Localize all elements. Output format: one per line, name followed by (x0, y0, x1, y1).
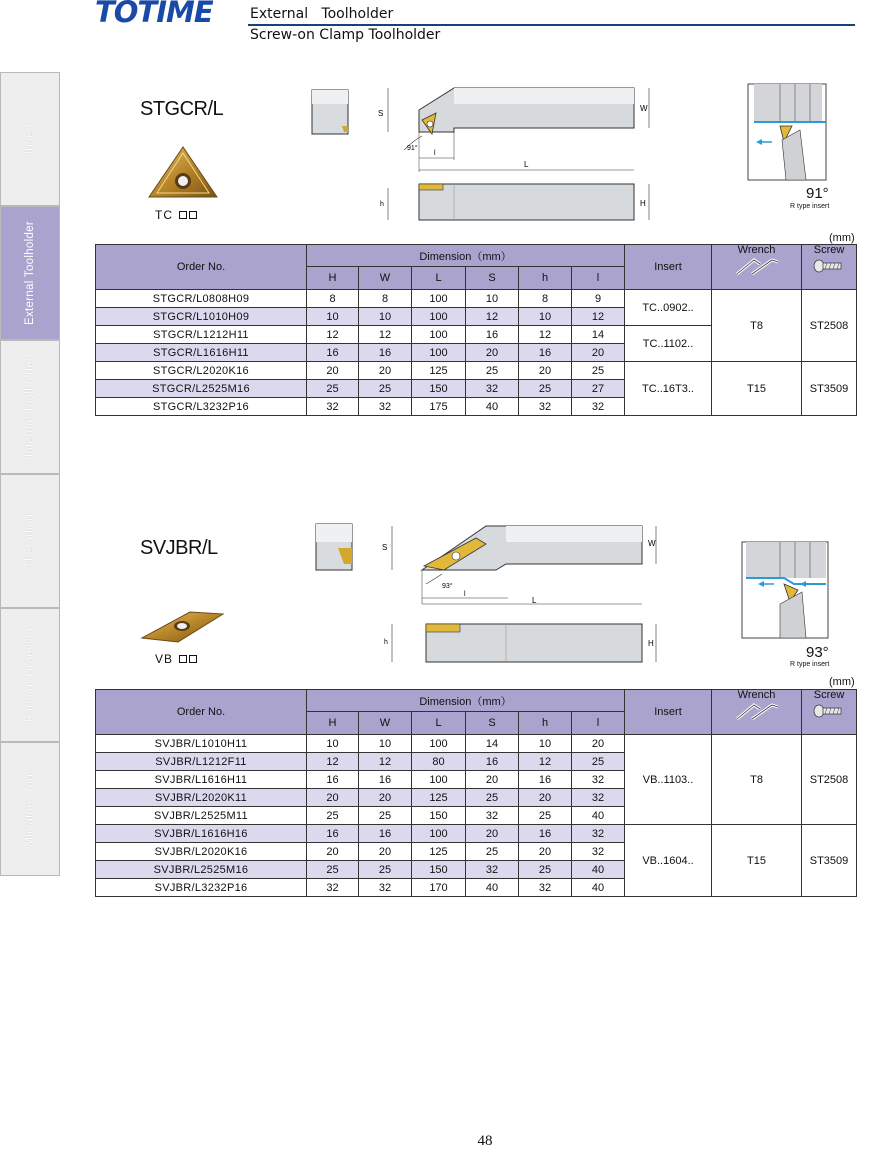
svjbr-angle: 93° (806, 644, 829, 661)
cell-H: 20 (307, 789, 359, 807)
tab-label: External Toolholder (24, 221, 36, 325)
cell-H: 32 (307, 398, 359, 416)
order-no: STGCR/L2020K16 (96, 362, 307, 380)
order-no: SVJBR/L1616H16 (96, 825, 307, 843)
cell-S: 20 (466, 771, 519, 789)
cell-h: 25 (519, 380, 572, 398)
cell-W: 12 (359, 753, 412, 771)
col-l: l (572, 712, 625, 735)
header-rule (248, 24, 855, 26)
col-l: l (572, 267, 625, 290)
cell-H: 10 (307, 308, 359, 326)
cell-h: 20 (519, 362, 572, 380)
cell-L: 125 (412, 362, 466, 380)
cell-L: 100 (412, 825, 466, 843)
cell-H: 16 (307, 344, 359, 362)
cell-h: 16 (519, 344, 572, 362)
wrench-header-label: Wrench (737, 688, 776, 701)
cell-l: 12 (572, 308, 625, 326)
dim-l: l (434, 150, 436, 157)
cell-H: 20 (307, 843, 359, 861)
wrench-code: T15 (712, 362, 802, 416)
order-no-header: Order No. (96, 690, 307, 735)
cell-h: 32 (519, 879, 572, 897)
cell-H: 12 (307, 326, 359, 344)
cell-H: 12 (307, 753, 359, 771)
dim-H: H (648, 639, 654, 648)
tc-insert-icon (145, 145, 220, 205)
cell-h: 10 (519, 735, 572, 753)
table-row (96, 825, 857, 843)
cell-H: 25 (307, 380, 359, 398)
col-S: S (466, 267, 519, 290)
cell-l: 40 (572, 861, 625, 879)
svjbr-dimension-drawing (376, 518, 666, 668)
tab-label: Miniature Tool (24, 771, 36, 847)
vb-insert-code: VB (155, 652, 174, 666)
order-no: SVJBR/L1010H11 (96, 735, 307, 753)
dim-l: l (464, 591, 466, 598)
cell-L: 150 (412, 380, 466, 398)
dimension-header: Dimension（mm） (307, 245, 625, 267)
table-row (96, 362, 857, 380)
cell-h: 20 (519, 843, 572, 861)
cell-L: 100 (412, 290, 466, 308)
cell-h: 25 (519, 861, 572, 879)
cell-S: 25 (466, 843, 519, 861)
tab-external-toolholder[interactable] (0, 206, 60, 340)
wrench-header (712, 245, 802, 290)
col-S: S (466, 712, 519, 735)
stgcr-angle-note: R type insert (790, 203, 830, 210)
cell-L: 100 (412, 735, 466, 753)
header-subcategory: Screw-on Clamp Toolholder (250, 27, 441, 43)
wrench-code: T8 (712, 735, 802, 825)
cell-h: 16 (519, 825, 572, 843)
cell-S: 16 (466, 326, 519, 344)
tab-label: Parting Grooving (24, 627, 36, 723)
wrench-icon (732, 256, 782, 276)
col-W: W (359, 267, 412, 290)
cell-H: 25 (307, 807, 359, 825)
cell-H: 25 (307, 861, 359, 879)
cell-W: 32 (359, 879, 412, 897)
header-category: External Toolholder (250, 6, 394, 22)
cell-W: 16 (359, 825, 412, 843)
cell-W: 12 (359, 326, 412, 344)
dim-W: W (648, 539, 656, 548)
order-no: SVJBR/L2525M11 (96, 807, 307, 825)
cell-S: 16 (466, 753, 519, 771)
cell-W: 20 (359, 789, 412, 807)
cell-S: 25 (466, 789, 519, 807)
cell-l: 40 (572, 807, 625, 825)
svjbr-application-view (740, 540, 830, 640)
cell-W: 25 (359, 861, 412, 879)
section2-title: SVJBR/L (140, 537, 218, 559)
dim-h: h (380, 201, 384, 208)
cell-S: 32 (466, 861, 519, 879)
cell-l: 32 (572, 843, 625, 861)
cell-L: 100 (412, 344, 466, 362)
cell-L: 100 (412, 326, 466, 344)
order-no: SVJBR/L1616H11 (96, 771, 307, 789)
stgcr-application-view (740, 82, 830, 182)
cell-S: 32 (466, 380, 519, 398)
cell-L: 100 (412, 308, 466, 326)
cell-W: 16 (359, 771, 412, 789)
svjbr-angle-note: R type insert (790, 661, 830, 668)
screw-header-label: Screw (813, 243, 845, 256)
cell-S: 20 (466, 344, 519, 362)
screw-icon (811, 701, 847, 721)
dim-h: h (384, 639, 388, 646)
cell-S: 40 (466, 398, 519, 416)
screw-header (802, 690, 857, 735)
cell-h: 12 (519, 326, 572, 344)
section1-unit: (mm) (829, 232, 855, 244)
tab-label: Internal Toolholder (24, 356, 36, 458)
cell-L: 80 (412, 753, 466, 771)
cell-L: 125 (412, 843, 466, 861)
wrench-code: T8 (712, 290, 802, 362)
col-h: h (519, 267, 572, 290)
holder-end-view-2 (314, 522, 356, 572)
cell-S: 10 (466, 290, 519, 308)
dim-W: W (640, 104, 648, 113)
cell-l: 14 (572, 326, 625, 344)
cell-L: 175 (412, 398, 466, 416)
col-H: H (307, 267, 359, 290)
cell-W: 10 (359, 308, 412, 326)
table-row (96, 735, 857, 753)
cell-W: 10 (359, 735, 412, 753)
cell-l: 32 (572, 789, 625, 807)
col-H: H (307, 712, 359, 735)
tab-parting-grooving[interactable] (0, 608, 60, 742)
order-no: SVJBR/L3232P16 (96, 879, 307, 897)
tab-insert[interactable] (0, 72, 60, 206)
screw-code: ST2508 (802, 735, 857, 825)
order-no: STGCR/L0808H09 (96, 290, 307, 308)
col-L: L (412, 267, 466, 290)
cell-W: 8 (359, 290, 412, 308)
insert-code: VB..1103.. (625, 735, 712, 825)
order-no: STGCR/L1010H09 (96, 308, 307, 326)
dim-S: S (382, 543, 388, 552)
cell-l: 25 (572, 362, 625, 380)
cell-L: 170 (412, 879, 466, 897)
brand-text: TOTIME (95, 0, 213, 24)
brand-logo-mark (95, 0, 245, 24)
cell-W: 25 (359, 807, 412, 825)
cell-S: 40 (466, 879, 519, 897)
insert-code: TC..1102.. (625, 326, 712, 362)
dim-S: S (378, 109, 384, 118)
wrench-icon (732, 701, 782, 721)
tab-label: Therading (24, 513, 36, 569)
drawing-angle: 93° (442, 583, 453, 590)
cell-W: 20 (359, 843, 412, 861)
cell-L: 100 (412, 771, 466, 789)
cell-h: 20 (519, 789, 572, 807)
cell-h: 12 (519, 753, 572, 771)
order-no: SVJBR/L2020K11 (96, 789, 307, 807)
section2-unit: (mm) (829, 676, 855, 688)
vb-insert-caption (155, 652, 197, 666)
cell-S: 12 (466, 308, 519, 326)
cell-H: 20 (307, 362, 359, 380)
screw-header (802, 245, 857, 290)
svjbr-spec-table (95, 689, 857, 897)
dim-L: L (532, 596, 537, 605)
insert-header: Insert (625, 245, 712, 290)
wrench-header-label: Wrench (737, 243, 776, 256)
tab-miniature-tool[interactable] (0, 742, 60, 876)
tab-label: Insert (24, 123, 36, 155)
screw-code: ST2508 (802, 290, 857, 362)
cell-H: 10 (307, 735, 359, 753)
cell-h: 25 (519, 807, 572, 825)
tab-threading[interactable] (0, 474, 60, 608)
cell-l: 32 (572, 398, 625, 416)
cell-h: 32 (519, 398, 572, 416)
tc-insert-code: TC (155, 208, 173, 222)
cell-S: 32 (466, 807, 519, 825)
cell-l: 20 (572, 344, 625, 362)
order-no: SVJBR/L2525M16 (96, 861, 307, 879)
cell-h: 8 (519, 290, 572, 308)
tab-internal-toolholder[interactable] (0, 340, 60, 474)
cell-L: 150 (412, 861, 466, 879)
order-no: STGCR/L1212H11 (96, 326, 307, 344)
tc-insert-caption (155, 208, 197, 222)
vb-insert-icon (140, 608, 225, 644)
col-h: h (519, 712, 572, 735)
cell-l: 32 (572, 825, 625, 843)
stgcr-spec-table (95, 244, 857, 416)
section1-title: STGCR/L (140, 98, 224, 120)
order-no: SVJBR/L2020K16 (96, 843, 307, 861)
cell-L: 150 (412, 807, 466, 825)
cell-l: 9 (572, 290, 625, 308)
order-no: STGCR/L1616H11 (96, 344, 307, 362)
screw-icon (811, 256, 847, 276)
cell-W: 20 (359, 362, 412, 380)
order-no: STGCR/L3232P16 (96, 398, 307, 416)
dim-H: H (640, 199, 646, 208)
screw-header-label: Screw (813, 688, 845, 701)
screw-code: ST3509 (802, 825, 857, 897)
cell-h: 16 (519, 771, 572, 789)
cell-l: 20 (572, 735, 625, 753)
cell-W: 25 (359, 380, 412, 398)
order-no: STGCR/L2525M16 (96, 380, 307, 398)
wrench-code: T15 (712, 825, 802, 897)
insert-code: VB..1604.. (625, 825, 712, 897)
cell-W: 32 (359, 398, 412, 416)
cell-H: 16 (307, 771, 359, 789)
drawing-angle: 91° (407, 145, 418, 152)
order-no: SVJBR/L1212F11 (96, 753, 307, 771)
side-navigation (0, 72, 60, 876)
cell-H: 8 (307, 290, 359, 308)
cell-H: 16 (307, 825, 359, 843)
cell-S: 20 (466, 825, 519, 843)
cell-H: 32 (307, 879, 359, 897)
holder-end-view (310, 88, 352, 136)
page-number: 48 (477, 1133, 493, 1149)
cell-l: 27 (572, 380, 625, 398)
dim-L: L (524, 160, 529, 169)
stgcr-dimension-drawing (374, 80, 664, 230)
cell-S: 14 (466, 735, 519, 753)
cell-W: 16 (359, 344, 412, 362)
stgcr-angle: 91° (806, 185, 829, 202)
col-W: W (359, 712, 412, 735)
cell-l: 40 (572, 879, 625, 897)
table-row (96, 290, 857, 308)
insert-code: TC..0902.. (625, 290, 712, 326)
insert-code: TC..16T3.. (625, 362, 712, 416)
cell-S: 25 (466, 362, 519, 380)
cell-l: 25 (572, 753, 625, 771)
cell-h: 10 (519, 308, 572, 326)
order-no-header: Order No. (96, 245, 307, 290)
cell-L: 125 (412, 789, 466, 807)
cell-l: 32 (572, 771, 625, 789)
wrench-header (712, 690, 802, 735)
screw-code: ST3509 (802, 362, 857, 416)
dimension-header: Dimension（mm） (307, 690, 625, 712)
insert-header: Insert (625, 690, 712, 735)
col-L: L (412, 712, 466, 735)
brand-logo (95, 0, 245, 24)
